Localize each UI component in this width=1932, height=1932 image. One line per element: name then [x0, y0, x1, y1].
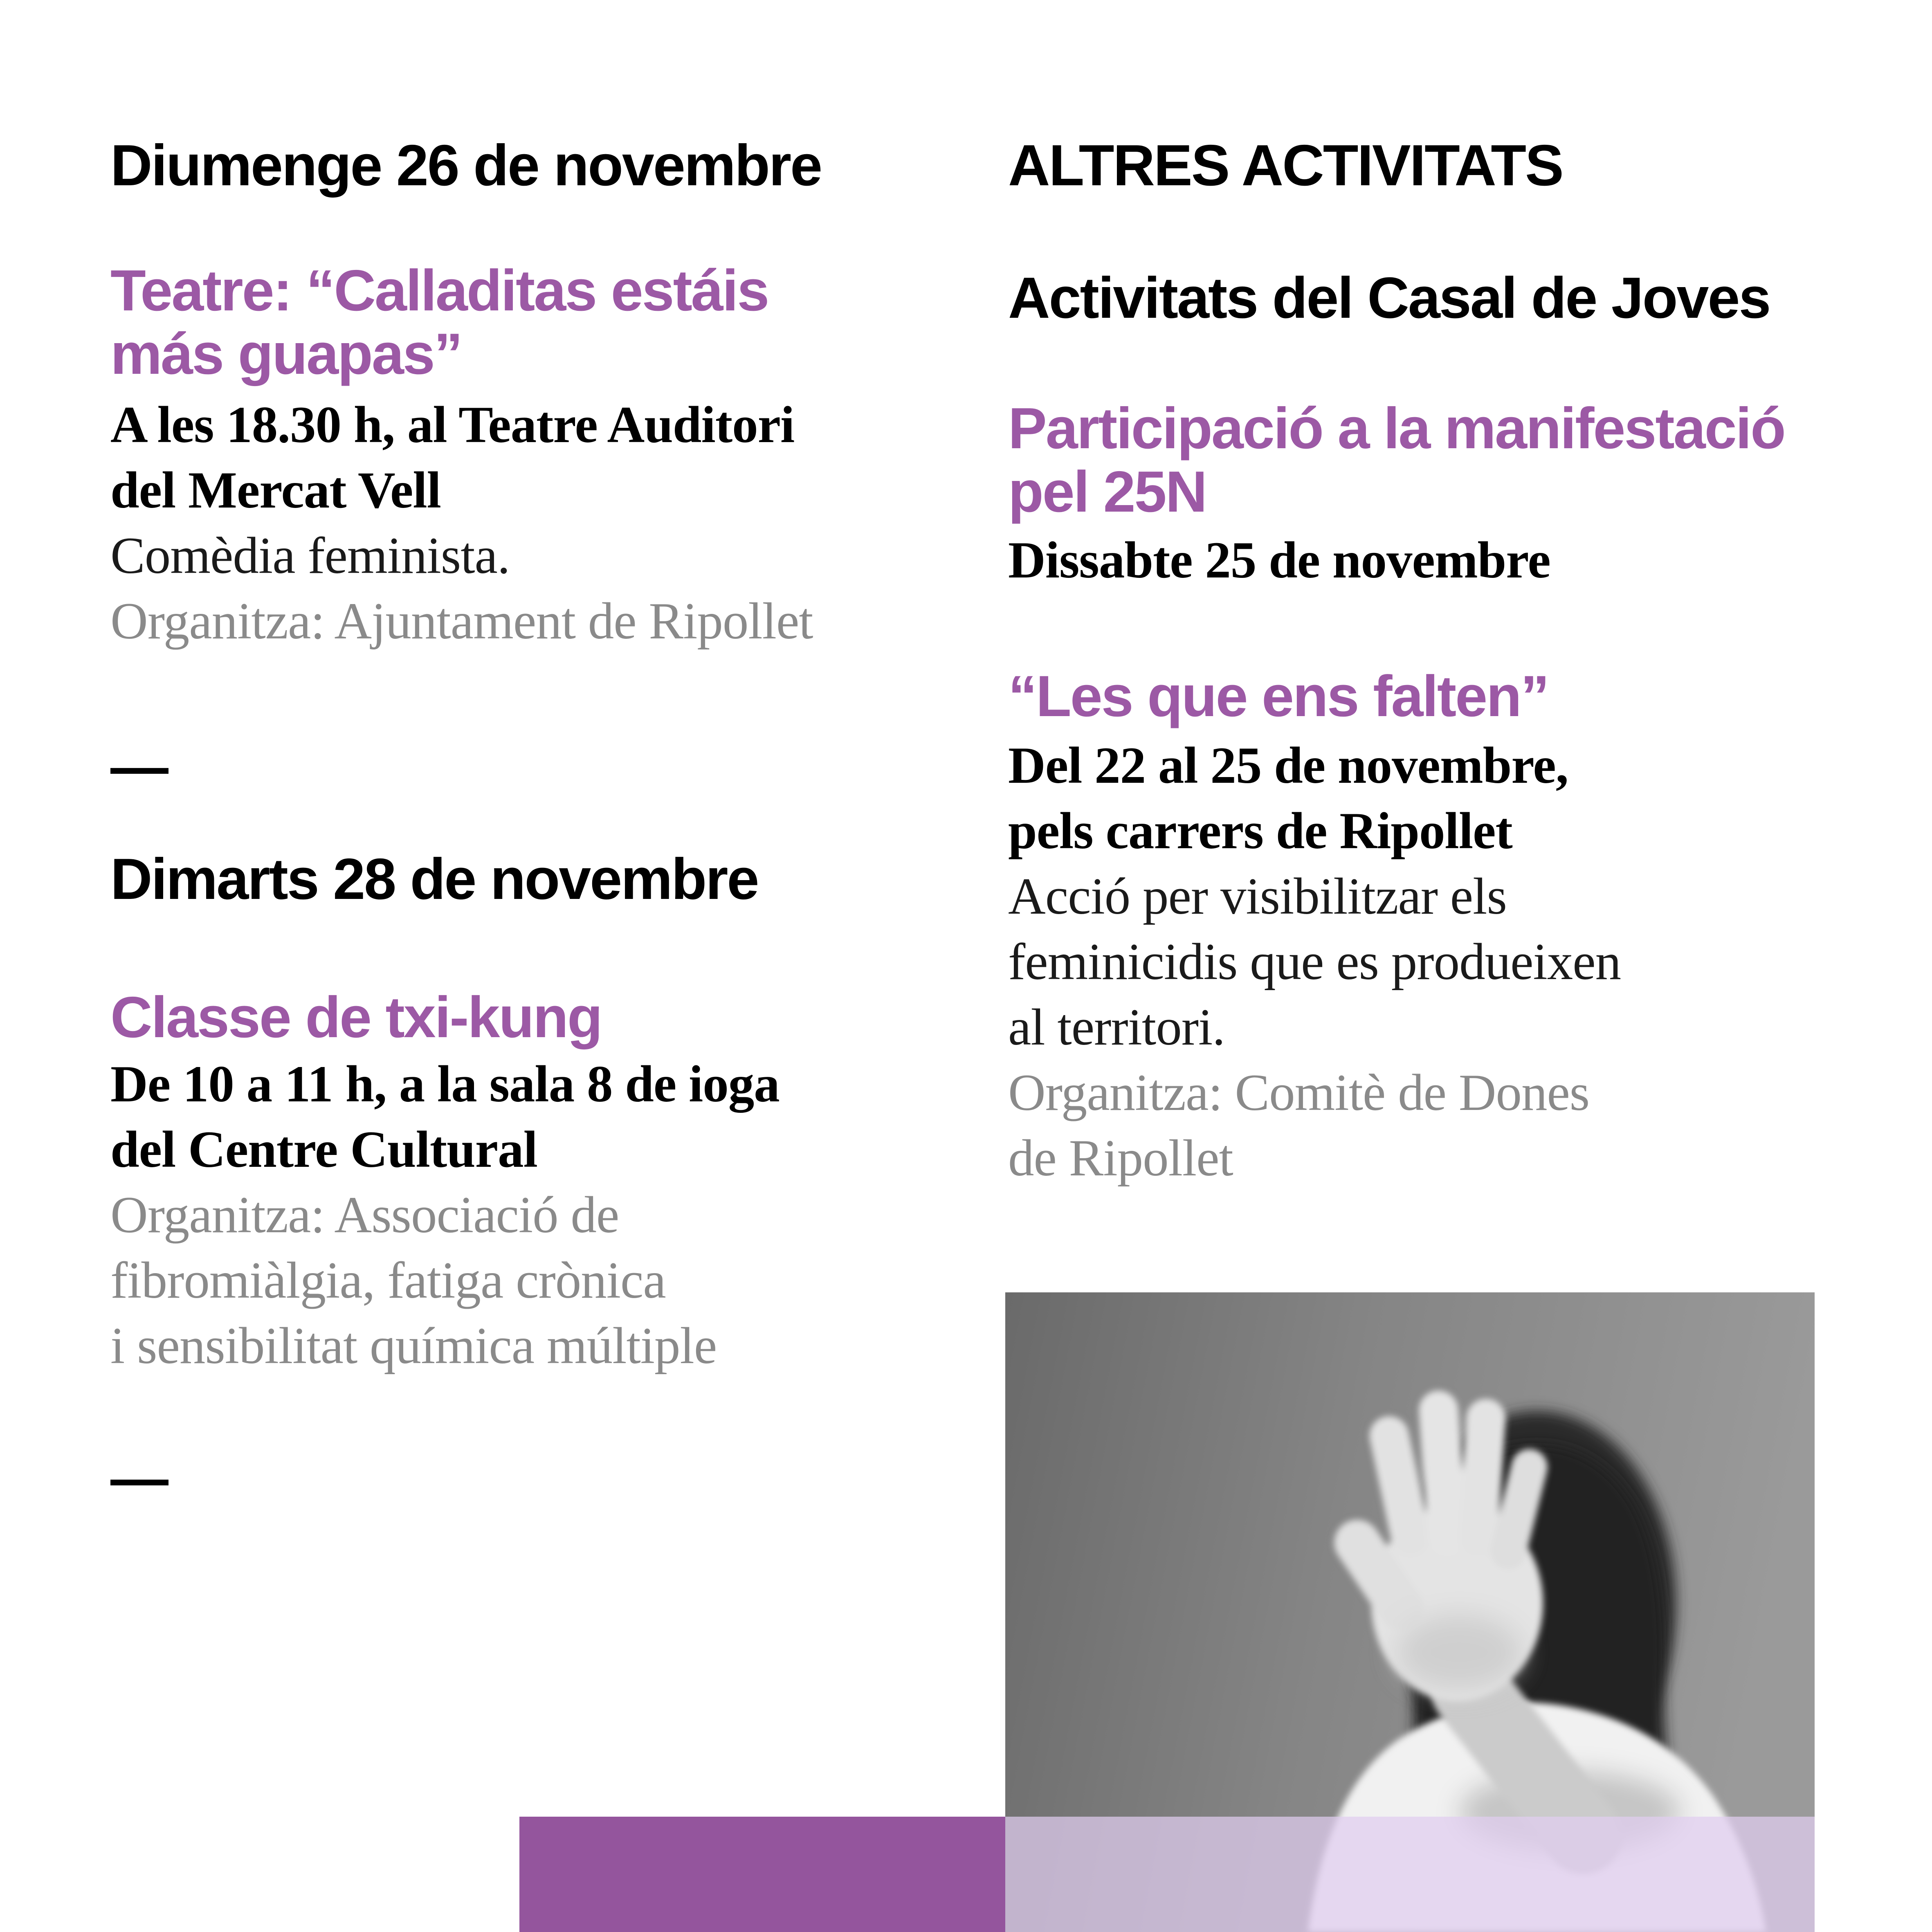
event-description-line: al territori.: [1008, 999, 1225, 1056]
event-details-txikung: [110, 1051, 990, 1379]
event-date-line: Del 22 al 25 de novembre,: [1008, 737, 1568, 794]
section-subheading-casal-de-joves: Activitats del Casal de Joves: [1008, 265, 1770, 330]
event-title-line: Participació a la manifestació: [1008, 396, 1785, 461]
event-title-line: Teatre: “Calladitas estáis: [110, 258, 768, 323]
event-organizer-line: Organitza: Associació de: [110, 1186, 619, 1244]
event-venue-line: A les 18.30 h, al Teatre Auditori: [110, 396, 795, 454]
event-organizer-line: de Ripollet: [1008, 1130, 1233, 1187]
day-heading-dimarts-28: Dimarts 28 de novembre: [110, 847, 758, 912]
event-title-line: más guapas”: [110, 321, 462, 386]
event-venue-line: del Centre Cultural: [110, 1121, 537, 1178]
event-title-les-que-ens-falten: [1008, 665, 1932, 728]
event-description-line: feminicidis que es produeixen: [1008, 933, 1621, 991]
event-title-line: “Les que ens falten”: [1008, 664, 1548, 729]
event-organizer-line: Organitza: Comitè de Dones: [1008, 1064, 1590, 1121]
day-heading-diumenge-26: Diumenge 26 de novembre: [110, 133, 822, 198]
event-title-manifestacio: [1008, 397, 1932, 523]
left-column: [110, 135, 990, 1509]
event-venue-line: De 10 a 11 h, a la sala 8 de ioga: [110, 1056, 780, 1113]
event-organizer-line: i sensibilitat química múltiple: [110, 1317, 717, 1375]
event-title-line: Classe de txi-kung: [110, 985, 602, 1050]
section-divider-dash: —: [110, 734, 168, 799]
photo-woman-stop-hand: [1005, 1292, 1815, 1932]
event-description-line: Acció per visibilitzar els: [1008, 868, 1507, 925]
event-organizer-line: Organitza: Ajuntament de Ripollet: [110, 593, 813, 650]
event-date-line: Dissabte 25 de novembre: [1008, 532, 1550, 589]
event-details-manifestacio: [1008, 528, 1932, 593]
photo-purple-overlay: [1005, 1817, 1815, 1932]
event-venue-line: del Mercat Vell: [110, 462, 441, 519]
section-heading-altres-activitats: ALTRES ACTIVITATS: [1008, 133, 1563, 198]
event-title-teatre: [110, 259, 990, 386]
event-details-les-que-ens-falten: [1008, 733, 1932, 1191]
event-description-line: Comèdia feminista.: [110, 527, 510, 584]
event-date-line: pels carrers de Ripollet: [1008, 802, 1512, 860]
bottom-purple-band: [519, 1817, 1005, 1932]
event-organizer-line: fibromiàlgia, fatiga crònica: [110, 1252, 666, 1309]
event-title-line: pel 25N: [1008, 459, 1206, 524]
event-title-txikung: [110, 986, 990, 1049]
section-divider-dash: —: [110, 1446, 168, 1511]
event-details-teatre: [110, 392, 990, 654]
right-column: [1008, 135, 1932, 1191]
